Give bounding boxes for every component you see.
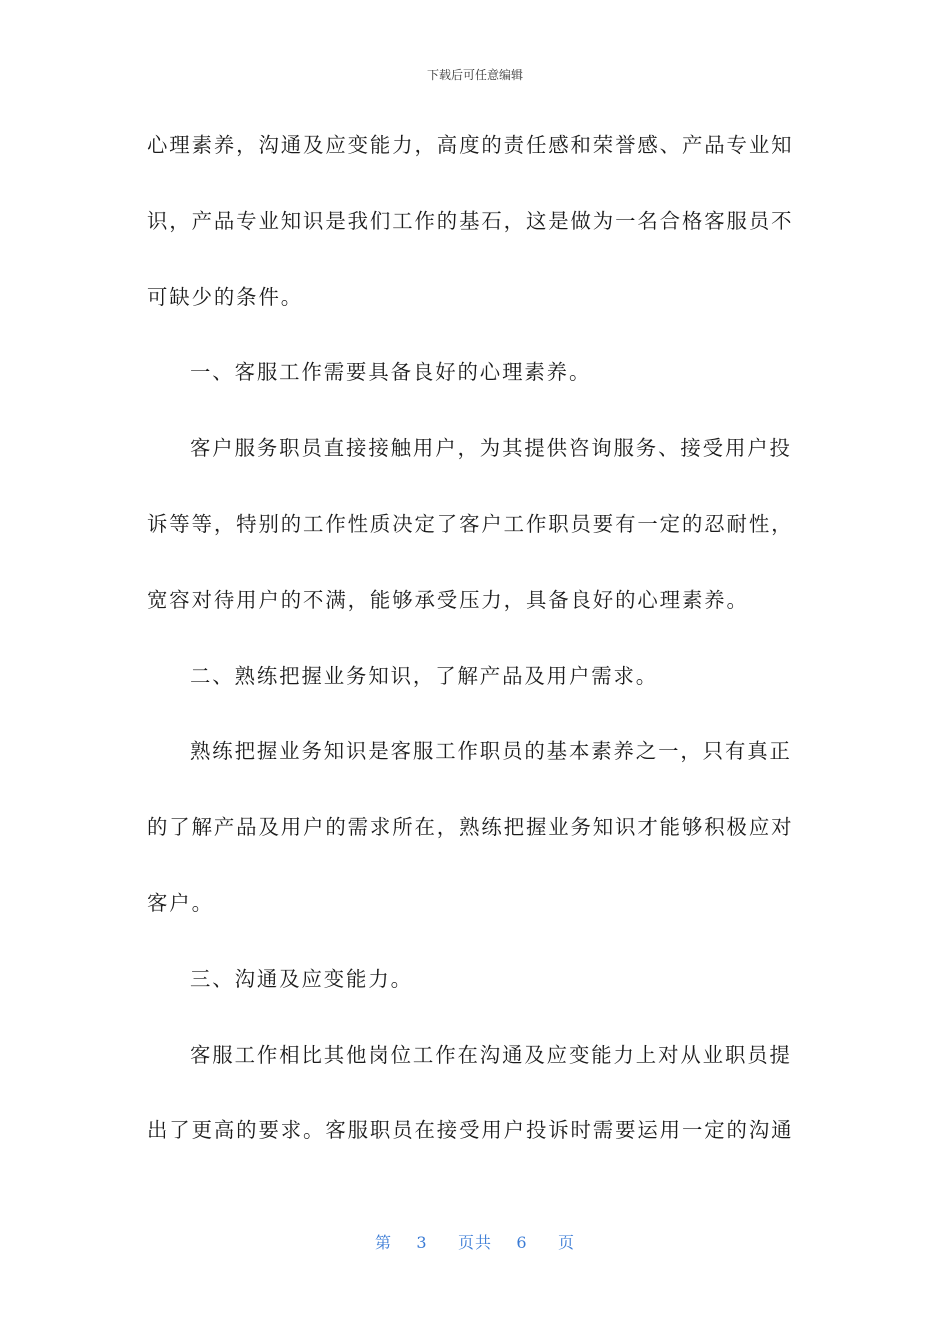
text-line: 客户。 [147,890,214,915]
text-line: 的了解产品及用户的需求所在，熟练把握业务知识才能够积极应对 [147,815,794,840]
text-line: 宽容对待用户的不满，能够承受压力，具备良好的心理素养。 [147,587,749,612]
text-line: 可缺少的条件。 [147,284,304,309]
text-line: 识，产品专业知识是我们工作的基石，这是做为一名合格客服员不 [147,208,794,233]
section-heading-3: 三、沟通及应变能力。 [190,966,413,991]
text-line: 客服工作相比其他岗位工作在沟通及应变能力上对从业职员提 [190,1042,792,1067]
document-body [147,122,793,1183]
footer-middle: 页共 [457,1233,492,1252]
text-line: 出了更高的要求。客服职员在接受用户投诉时需要运用一定的沟通 [147,1118,794,1143]
page-header-note: 下载后可任意编辑 [426,68,523,82]
text-line: 客户服务职员直接接触用户，为其提供咨询服务、接受用户投 [190,436,792,461]
footer-suffix: 页 [558,1233,576,1252]
footer-prefix: 第 [374,1233,392,1252]
text-line: 熟练把握业务知识是客服工作职员的基本素养之一，只有真正 [190,739,792,764]
text-line: 心理素养，沟通及应变能力，高度的责任感和荣誉感、产品专业知 [147,133,794,157]
section-heading-2: 二、熟练把握业务知识，了解产品及用户需求。 [190,663,659,688]
text-line: 诉等等，特别的工作性质决定了客户工作职员要有一定的忍耐性， [147,511,794,536]
section-heading-1: 一、客服工作需要具备良好的心理素养。 [190,360,592,385]
footer-total-pages: 6 [516,1233,528,1252]
footer-page-number: 3 [416,1233,428,1252]
page-footer [0,1230,950,1253]
